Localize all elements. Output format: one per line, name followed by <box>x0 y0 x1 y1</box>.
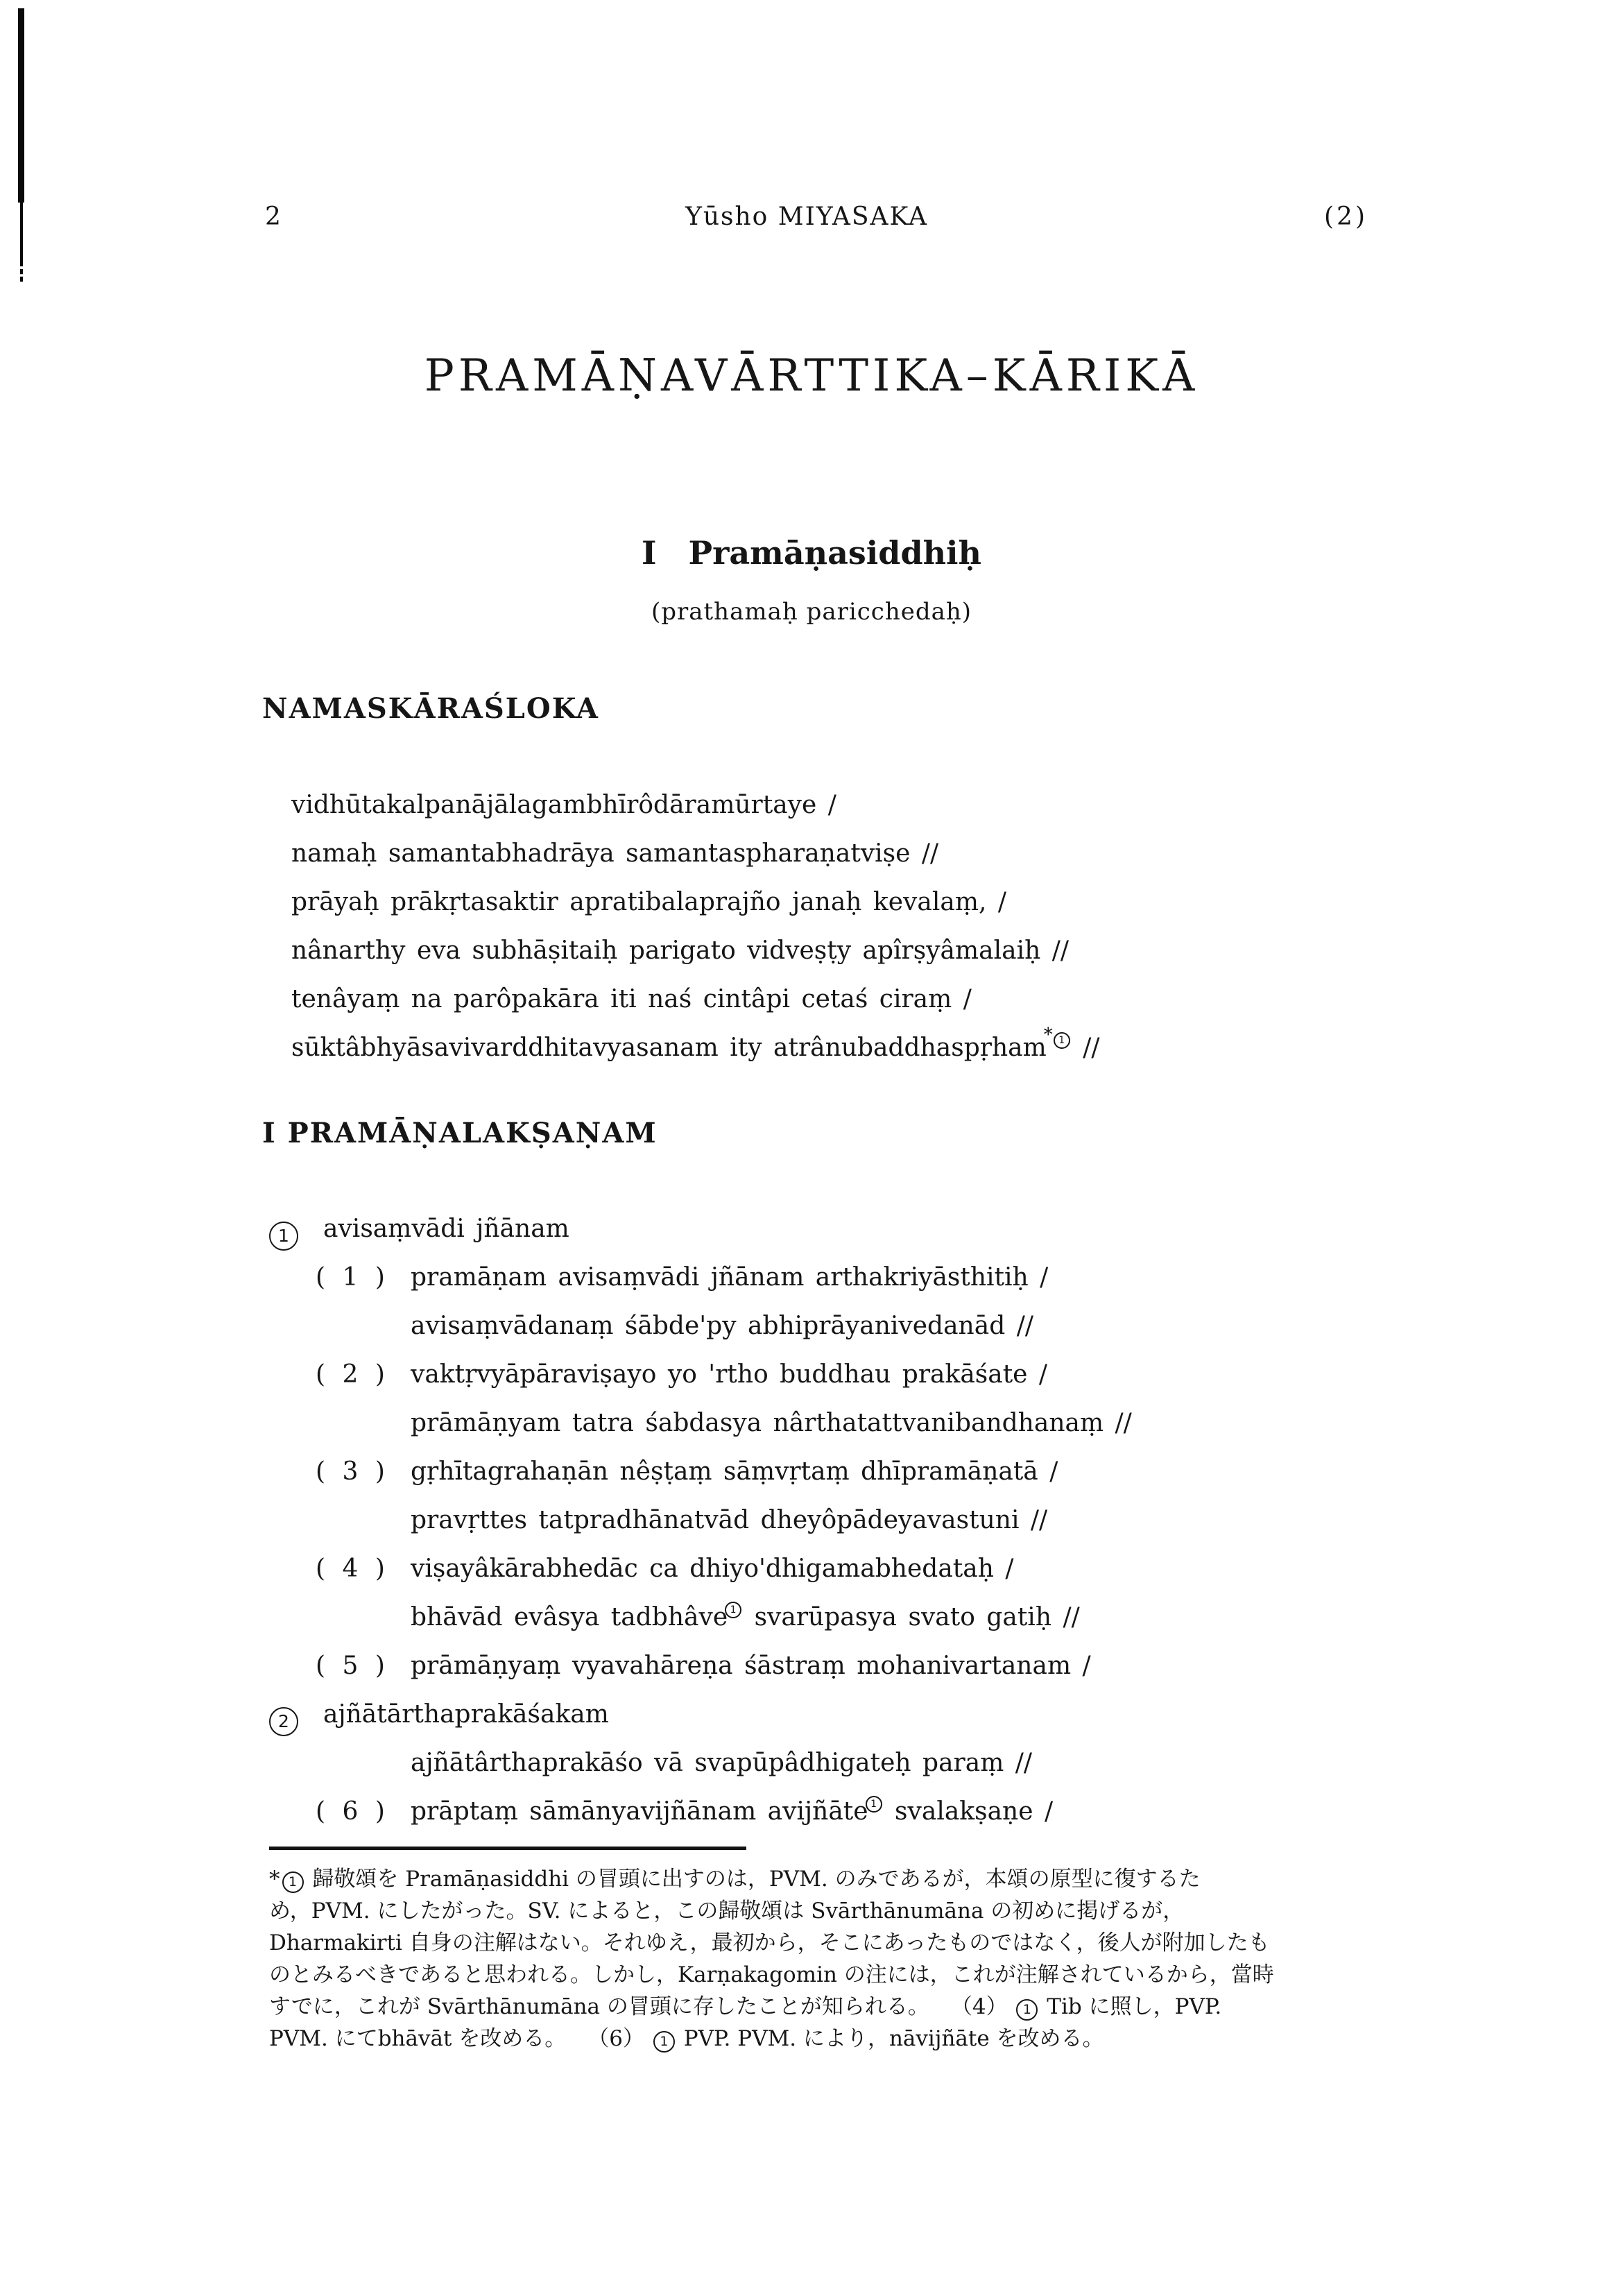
list-row-text <box>411 1749 1032 1777</box>
text-run: avisaṃvādanaṃ śābde'py abhiprāyanivedanād // <box>411 1312 1033 1340</box>
text-run: PVP. PVM. により，nāvijñāte を改める。 <box>676 2026 1104 2051</box>
verse-number-label: ( 6 ) <box>316 1797 388 1826</box>
footnote-ref-marker <box>866 1776 882 1824</box>
text-run: Tib に照し，PVP. <box>1040 1994 1222 2019</box>
list-row <box>0 1545 1623 1593</box>
list-row-text <box>411 1652 1091 1680</box>
text-run: svarūpasya svato gatiḥ // <box>743 1603 1080 1631</box>
article-title: PRAMĀṆAVĀRTTIKA–KĀRIKĀ <box>424 350 1199 402</box>
page-header <box>0 203 1623 234</box>
list-row <box>0 1399 1623 1448</box>
scan-artifact-line <box>18 8 24 203</box>
text-run: nânarthy eva subhāṣitaiḥ parigato vidveṣṭy apîrṣyâmalaiḥ // <box>291 936 1069 965</box>
circled-number: 1 <box>725 1602 741 1618</box>
circled-number: 1 <box>282 1871 304 1893</box>
asterisk: * <box>1043 1025 1053 1045</box>
text-run: prāptaṃ sāmānyavijñānam avijñāte <box>411 1797 868 1826</box>
pramanalaksanam-heading: I PRAMĀṆALAKṢAṆAM <box>262 1117 658 1149</box>
chapter-heading <box>0 534 1623 572</box>
text-run: tenâyaṃ na parôpakāra iti naś cintâpi cetaś ciraṃ / <box>291 985 972 1013</box>
list-row-text <box>411 1409 1132 1437</box>
verse-line <box>291 830 1099 878</box>
verse-line <box>291 975 1099 1024</box>
list-row-text <box>411 1797 1053 1826</box>
text-run: PVM. にてbhāvāt を改める。 （6） <box>269 2026 651 2051</box>
footnote-line <box>269 1895 1379 1927</box>
footnote-block <box>269 1863 1379 2055</box>
footnote-line <box>269 1927 1379 1959</box>
circled-item-number: 1 <box>269 1222 298 1251</box>
verse-number-label: ( 2 ) <box>316 1360 388 1389</box>
list-row <box>0 1253 1623 1302</box>
verse-number-label: ( 3 ) <box>316 1457 388 1486</box>
list-row-text <box>411 1506 1047 1534</box>
running-head-author: Yūsho MIYASAKA <box>685 203 928 231</box>
footnote-line <box>269 1959 1379 1991</box>
list-row <box>0 1642 1623 1690</box>
text-run: 歸敬頌を Pramāṇasiddhi の冒頭に出すのは，PVM. のみであるが，本頌の原型に復するた <box>305 1867 1201 1892</box>
circled-number: 1 <box>1054 1032 1070 1049</box>
list-row <box>0 1448 1623 1496</box>
list-row-text <box>411 1603 1080 1631</box>
verse-line <box>291 1024 1099 1072</box>
text-run: * <box>269 1867 280 1892</box>
chapter-numeral: I <box>642 534 657 572</box>
circled-item-number: 2 <box>269 1707 298 1736</box>
text-run: // <box>1071 1034 1100 1062</box>
verse-line <box>291 927 1099 975</box>
list-row-text <box>323 1215 569 1243</box>
list-row <box>0 1351 1623 1399</box>
footnote-separator-rule <box>269 1847 746 1850</box>
list-row-text <box>411 1360 1047 1389</box>
text-run: avisaṃvādi jñānam <box>323 1215 569 1243</box>
text-run: すでに，これが Svārthānumāna の冒頭に存したことが知られる。 （4） <box>269 1994 1015 2019</box>
text-run: pramāṇam avisaṃvādi jñānam arthakriyāsthitiḥ / <box>411 1263 1049 1292</box>
footnote-line <box>269 1991 1379 2023</box>
page-number-right: (2) <box>1324 203 1368 231</box>
text-run: ajñātârthaprakāśo vā svapūpâdhigateḥ paraṃ // <box>411 1749 1033 1777</box>
footnote-ref-marker <box>1044 1011 1070 1061</box>
list-row-text <box>411 1554 1014 1583</box>
namaskara-verses <box>291 781 1099 1072</box>
list-row <box>0 1205 1623 1253</box>
text-run: ajñātārthaprakāśakam <box>323 1700 609 1729</box>
chapter-name: Pramāṇasiddhiḥ <box>688 534 981 572</box>
verse-line <box>291 878 1099 927</box>
text-run: namaḥ samantabhadrāya samantaspharaṇatviṣe // <box>291 839 939 868</box>
list-row-text <box>411 1312 1033 1340</box>
list-row <box>0 1496 1623 1545</box>
text-run: gṛhītagrahaṇān nêṣṭaṃ sāṃvṛtaṃ dhīpramāṇatā / <box>411 1457 1058 1486</box>
list-row <box>0 1690 1623 1739</box>
footnote-ref-marker <box>725 1582 741 1630</box>
text-run: bhāvād evâsya tadbhâve <box>411 1603 728 1631</box>
text-run: vidhūtakalpanājālagambhīrôdāramūrtaye / <box>291 791 836 819</box>
text-run: prāyaḥ prākṛtasaktir apratibalaprajño janaḥ kevalaṃ, / <box>291 888 1006 916</box>
text-run: のとみるべきであると思われる。しかし，Karṇakagomin の注には，これが注解されているから，當時 <box>269 1962 1274 1987</box>
text-run: Dharmakirti 自身の注解はない。それゆえ，最初から，そこにあったものではなく，後人が附加したも <box>269 1930 1270 1955</box>
karika-list <box>0 1205 1623 1836</box>
text-run: svalakṣaṇe / <box>883 1797 1054 1826</box>
circled-number: 1 <box>866 1796 882 1813</box>
text-run: sūktâbhyāsavivarddhitavyasanam ity atrânubaddhaspṛham <box>291 1034 1047 1062</box>
list-row <box>0 1302 1623 1351</box>
circled-number: 1 <box>653 2031 675 2053</box>
page-number-left: 2 <box>265 203 281 231</box>
footnote-line <box>269 1863 1379 1895</box>
text-run: vaktṛvyāpāraviṣayo yo 'rtho buddhau prakāśate / <box>411 1360 1048 1389</box>
list-row-text <box>411 1457 1058 1486</box>
circled-number: 1 <box>1016 1999 1038 2021</box>
list-row <box>0 1788 1623 1836</box>
verse-number-label: ( 1 ) <box>316 1263 388 1292</box>
namaskara-heading: NAMASKĀRAŚLOKA <box>262 692 599 725</box>
text-run: prāmāṇyam tatra śabdasya nârthatattvanibandhanaṃ // <box>411 1409 1132 1437</box>
verse-line <box>291 781 1099 830</box>
list-row-text <box>411 1263 1048 1292</box>
text-run: viṣayâkārabhedāc ca dhiyo'dhigamabhedataḥ / <box>411 1554 1014 1583</box>
scan-artifact-line <box>20 269 23 282</box>
verse-number-label: ( 4 ) <box>316 1554 388 1583</box>
list-row <box>0 1739 1623 1788</box>
text-run: め，PVM. にしたがった。SV. によると，この歸敬頌は Svārthānumāna の初めに掲げるが， <box>269 1899 1185 1924</box>
verse-number-label: ( 5 ) <box>316 1652 388 1680</box>
text-run: pravṛttes tatpradhānatvād dheyôpādeyavastuni // <box>411 1506 1048 1534</box>
list-row <box>0 1593 1623 1642</box>
footnote-line <box>269 2023 1379 2055</box>
text-run: prāmāṇyaṃ vyavahāreṇa śāstraṃ mohanivartanam / <box>411 1652 1091 1680</box>
chapter-subtitle: (prathamaḥ paricchedaḥ) <box>651 598 972 626</box>
list-row-text <box>323 1700 609 1729</box>
